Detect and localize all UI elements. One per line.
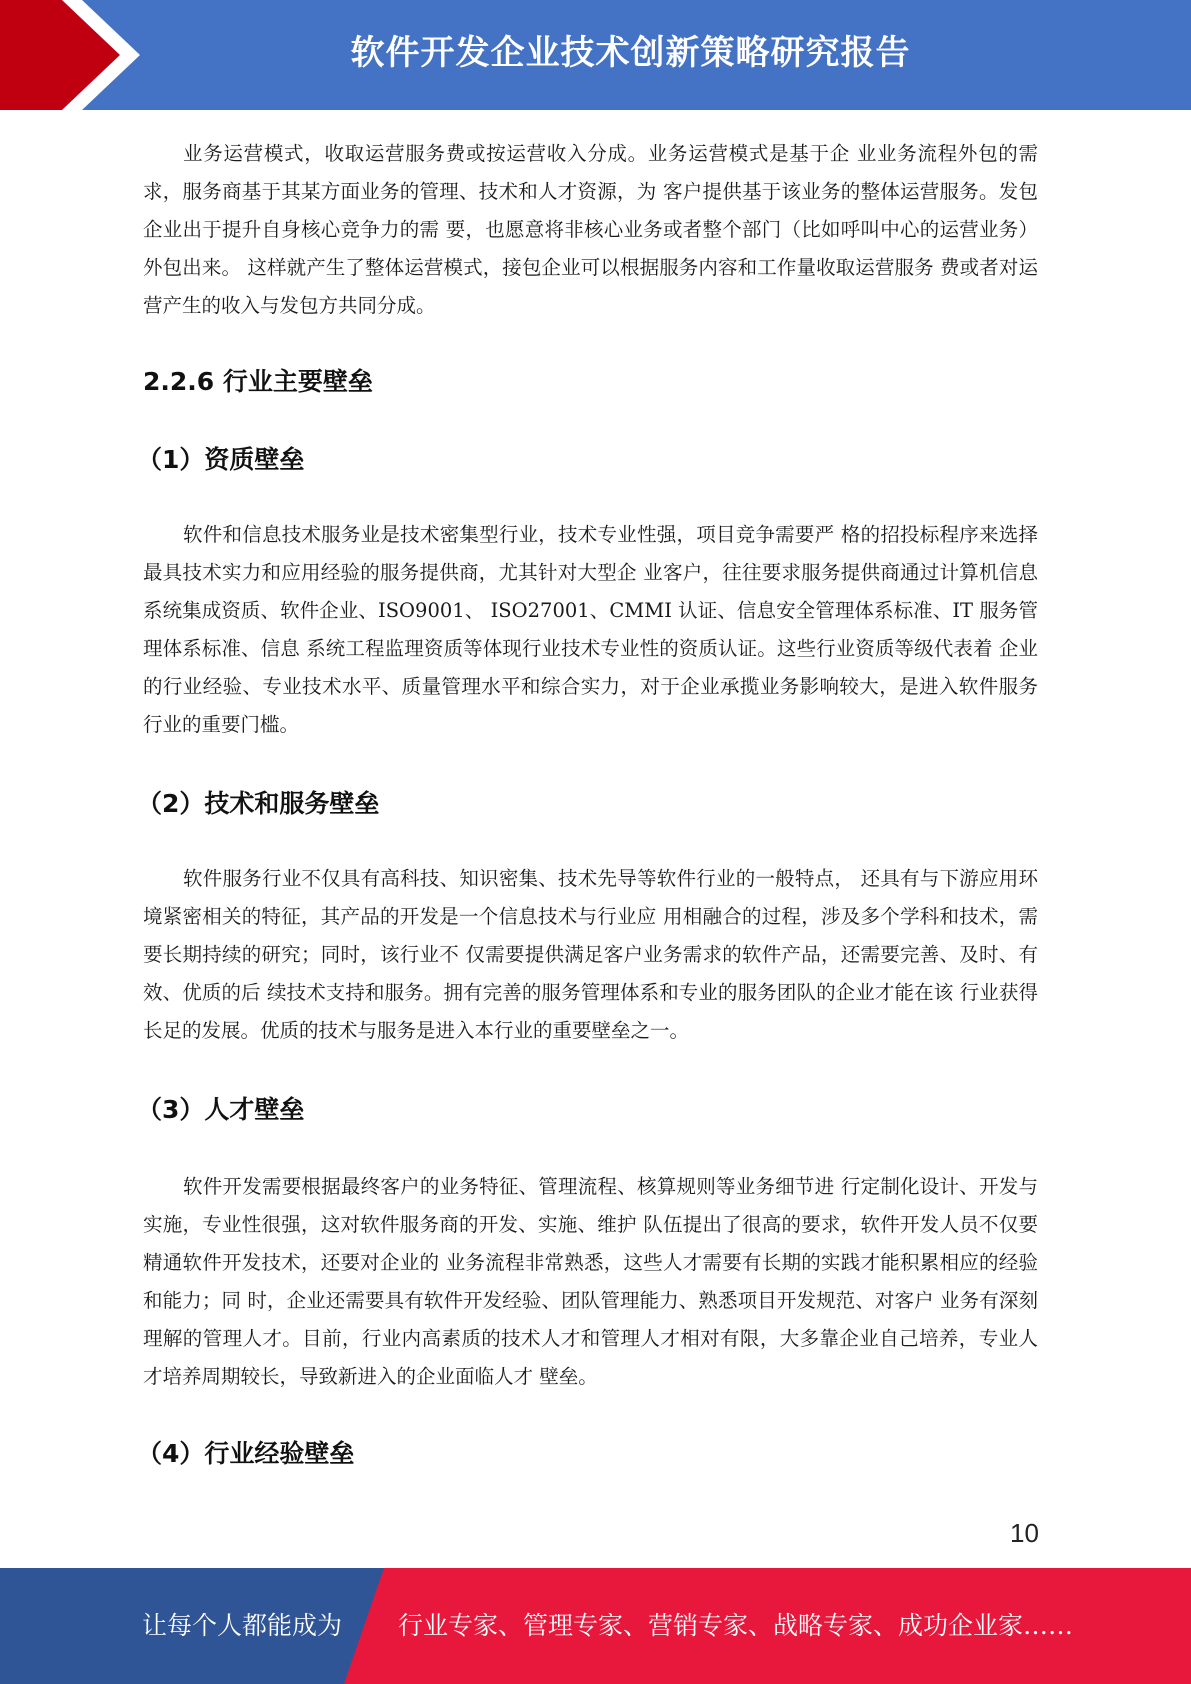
footer-slogan-right: 行业专家、管理专家、营销专家、战略专家、成功企业家……	[398, 1611, 1074, 1640]
subsection-heading-talent: （3）人才壁垒	[137, 1095, 305, 1124]
subsection-heading-technology-service: （2）技术和服务壁垒	[137, 789, 380, 818]
header-arrow-decoration	[0, 0, 160, 110]
section-heading: 2.2.6 行业主要壁垒	[143, 367, 373, 396]
page-header	[0, 0, 1191, 110]
subsection-heading-industry-experience: （4）行业经验壁垒	[137, 1439, 355, 1468]
intro-paragraph: 业务运营模式，收取运营服务费或按运营收入分成。业务运营模式是基于企 业业务流程外包的需求，服务商基于其某方面业务的管理、技术和人才资源，为 客户提供基于该业务的整体运营服务。发包企业出于提升自身核心竞争力的需 要，也愿意将非核心业务或者整个部门（比如呼叫中心的运营业务）外包出来。 这样就产生了整体运营模式，接包企业可以根据服务内容和工作量收取运营服务 费或者对运营产生的收入与发包方共同分成。	[143, 142, 1038, 317]
subsection-heading-qualification: （1）资质壁垒	[137, 445, 305, 474]
talent-paragraph: 软件开发需要根据最终客户的业务特征、管理流程、核算规则等业务细节进 行定制化设计、开发与实施，专业性很强，这对软件服务商的开发、实施、维护 队伍提出了很高的要求，软件开发人员不仅要精通软件开发技术，还要对企业的 业务流程非常熟悉，这些人才需要有长期的实践才能积累相应的经验和能力；同 时，企业还需要具有软件开发经验、团队管理能力、熟悉项目开发规范、对客户 业务有深刻理解的管理人才。目前，行业内高素质的技术人才和管理人才相对有限，大多靠企业自己培养，专业人才培养周期较长，导致新进入的企业面临人才 壁垒。	[143, 1175, 1038, 1388]
qualification-paragraph: 软件和信息技术服务业是技术密集型行业，技术专业性强，项目竞争需要严 格的招投标程序来选择最具技术实力和应用经验的服务提供商，尤其针对大型企 业客户，往往要求服务提供商通过计算机信息系统集成资质、软件企业、ISO9001、 ISO27001、CMMI 认证、信息安全管理体系标准、IT 服务管理体系标准、信息 系统工程监理资质等体现行业技术专业性的资质认证。这些行业资质等级代表着 企业的行业经验、专业技术水平、质量管理水平和综合实力，对于企业承揽业务影响较大，是进入软件服务行业的重要门槛。	[143, 523, 1038, 736]
technology-service-paragraph: 软件服务行业不仅具有高科技、知识密集、技术先导等软件行业的一般特点， 还具有与下游应用环境紧密相关的特征，其产品的开发是一个信息技术与行业应 用相融合的过程，涉及多个学科和技术，需要长期持续的研究；同时，该行业不 仅需要提供满足客户业务需求的软件产品，还需要完善、及时、有效、优质的后 续技术支持和服务。拥有完善的服务管理体系和专业的服务团队的企业才能在该 行业获得长足的发展。优质的技术与服务是进入本行业的重要壁垒之一。	[143, 867, 1038, 1042]
report-title: 软件开发企业技术创新策略研究报告	[350, 33, 911, 73]
page-footer	[0, 1568, 1191, 1684]
page-number: 10	[1010, 1518, 1039, 1548]
footer-slogan-left: 让每个人都能成为	[142, 1611, 343, 1640]
